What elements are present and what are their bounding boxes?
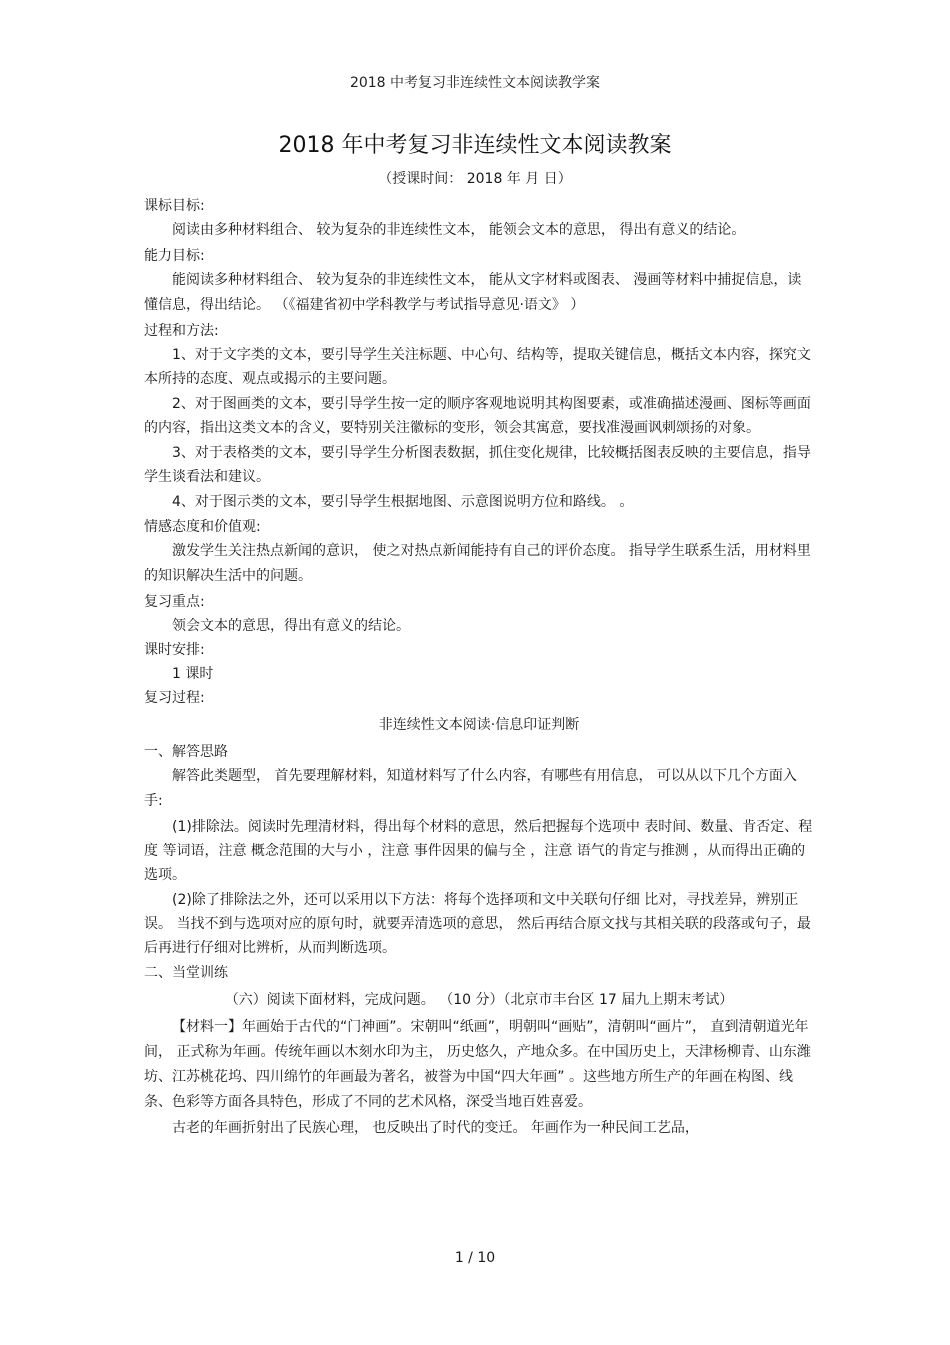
page-number: 1 / 10 [454,1250,496,1266]
list-item: 4、对于图示类的文本，要引导学生根据地图、示意图说明方位和路线。 。 [172,494,634,510]
section-label-part2: 二、当堂训练 [144,965,228,981]
paragraph-material1: 【材料一】年画始于古代的“门神画”。宋朝叫“纸画”，明朝叫“画贴”，清朝叫“画片”， 直到清朝道光年间， 正式称为年画。传统年画以木刻水印为主， 历史悠久，产地众多。在中国历史上，天津杨柳青、山东潍坊、江苏桃花坞、四川绵竹的年画最为著名，被誉为中国“四大年画” 。这些地方所生产的年画在构图、线条、色彩等方面各具特色，形成了不同的艺术风格，深受当地百姓喜爱。 [144,1019,811,1110]
paragraph-material1-cont: 古老的年画折射出了民族心理， 也反映出了时代的变迁。 年画作为一种民间工艺品， [172,1120,699,1136]
section-label-qinggan: 情感态度和价值观: [144,519,261,535]
document-body [144,194,814,1142]
list-item: (2)除了排除法之外，还可以采用以下方法：将每个选择项和文中关联句仔细 比对，寻找差异，辨别正误。 当找不到与选项对应的原句时，就要弄清选项的意思， 然后再结合原文找与其相关联的段落或句子，最后再进行仔细对比辨析，从而判断选项。 [144,892,811,956]
section-label-kebiao: 课标目标: [144,198,205,214]
section-label-keshi: 课时安排: [144,642,205,658]
subheading-center: 非连续性文本阅读·信息印证判断 [378,717,580,733]
paragraph-part1: 解答此类题型， 首先要理解材料，知道材料写了什么内容，有哪些有用信息， 可以从以下几个方面入手: [144,768,797,809]
section-label-nengli: 能力目标: [144,248,205,264]
list-item: 3、对于表格类的文本，要引导学生分析图表数据，抓住变化规律，比较概括图表反映的主要信息，指导学生谈看法和建议。 [144,445,811,485]
section-label-fuxi: 复习过程: [144,690,205,706]
paragraph-nengli: 能阅读多种材料组合、 较为复杂的非连续性文本， 能从文字材料或图表、 漫画等材料中捕捉信息，读懂信息，得出结论。 （《福建省初中学科教学与考试指导意见·语文》 ） [144,272,802,313]
exercise-heading: （六）阅读下面材料，完成问题。 （10 分）（北京市丰台区 17 届九上期末考试） [224,992,734,1008]
list-item: 1、对于文字类的文本，要引导学生关注标题、中心句、结构等，提取关键信息，概括文本内容，探究文本所持的态度、观点或揭示的主要问题。 [144,347,811,387]
running-header: 2018 中考复习非连续性文本阅读教学案 [349,75,601,91]
list-item: 2、对于图画类的文本，要引导学生按一定的顺序客观地说明其构图要素，或准确描述漫画、图标等画面的内容，指出这类文本的含义，要特别关注徽标的变形，领会其寓意，要找准漫画讽刺颂扬的对象。 [144,396,811,436]
section-label-zhongdian: 复习重点: [144,594,205,610]
paragraph-kebiao: 阅读由多种材料组合、 较为复杂的非连续性文本， 能领会文本的意思， 得出有意义的结论。 [172,222,746,238]
document-title: 2018 年中考复习非连续性文本阅读教案 [278,133,672,158]
section-label-guocheng: 过程和方法: [144,323,219,339]
list-item: (1)排除法。阅读时先理清材料，得出每个材料的意思，然后把握每个选项中 表时间、数量、肯否定、程度 等词语，注意 概念范围的大与小 ，注意 事件因果的偏与全 ，注意 语气的肯定与推测 ，从而得出正确的选项。 [144,819,813,883]
paragraph-keshi: 1 课时 [172,666,214,682]
section-label-part1: 一、解答思路 [144,744,228,760]
paragraph-qinggan: 激发学生关注热点新闻的意识， 使之对热点新闻能持有自己的评价态度。 指导学生联系生活，用材料里的知识解决生活中的问题。 [144,543,811,584]
paragraph-zhongdian: 领会文本的意思，得出有意义的结论。 [172,618,410,634]
lesson-time: （授课时间： 2018 年 月 日） [378,171,572,187]
